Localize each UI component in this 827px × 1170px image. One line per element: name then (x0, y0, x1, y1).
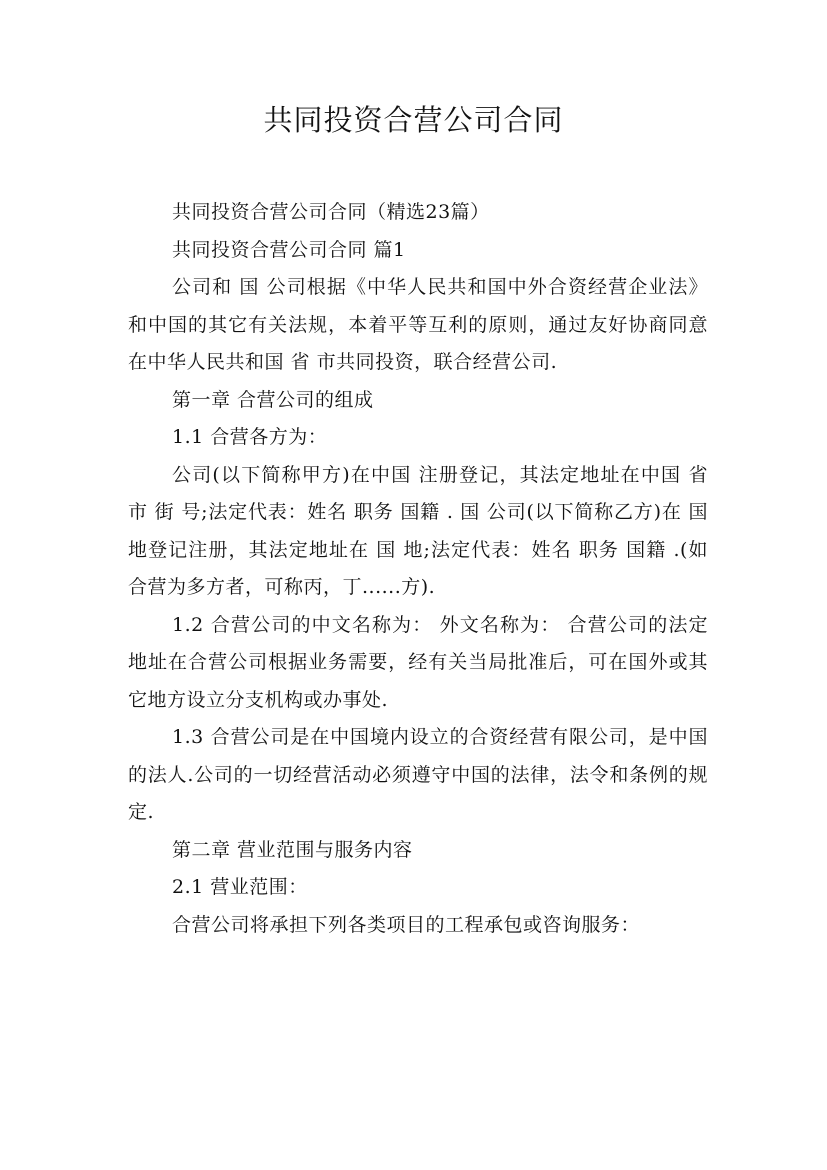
clause-1-2: 1.2 合营公司的中文名称为： 外文名称为： 合营公司的法定地址在合营公司根据业务需要，经有关当局批准后，可在国外或其它地方设立分支机构或办事处. (128, 613, 708, 711)
paragraph-preamble: 公司和 国 公司根据《中华人民共和国中外合资经营企业法》和中国的其它有关法规，本着平等互利的原则，通过友好协商同意在中华人民共和国 省 市共同投资，联合经营公司. (128, 276, 708, 373)
chapter-heading-1: 第一章 合营公司的组成 (172, 388, 374, 411)
clause-1-3: 1.3 合营公司是在中国境内设立的合资经营有限公司，是中国的法人.公司的一切经营活动必须遵守中国的法律，法令和条例的规定. (128, 726, 708, 823)
chapter-heading-2: 第二章 营业范围与服务内容 (172, 838, 413, 861)
clause-1-1: 1.1 合营各方为： (172, 426, 328, 448)
clause-1-1-parties: 公司(以下简称甲方)在中国 注册登记，其法定地址在中国 省 市 街 号;法定代表：姓名 职务 国籍 . 国 公司(以下简称乙方)在 国 地登记注册，其法定地址在 国 地;法定代表：姓名 职务 国籍 .(如合营为多方者，可称丙，丁......方). (128, 463, 708, 598)
document-body (128, 194, 708, 944)
paragraph-subtitle: 共同投资合营公司合同（精选23篇） (172, 201, 490, 223)
clause-2-1: 2.1 营业范围： (172, 876, 308, 898)
clause-2-1-scope: 合营公司将承担下列各类项目的工程承包或咨询服务： (172, 913, 641, 936)
paragraph-article-heading: 共同投资合营公司合同 篇1 (172, 238, 406, 261)
document-title: 共同投资合营公司合同 (263, 103, 564, 137)
